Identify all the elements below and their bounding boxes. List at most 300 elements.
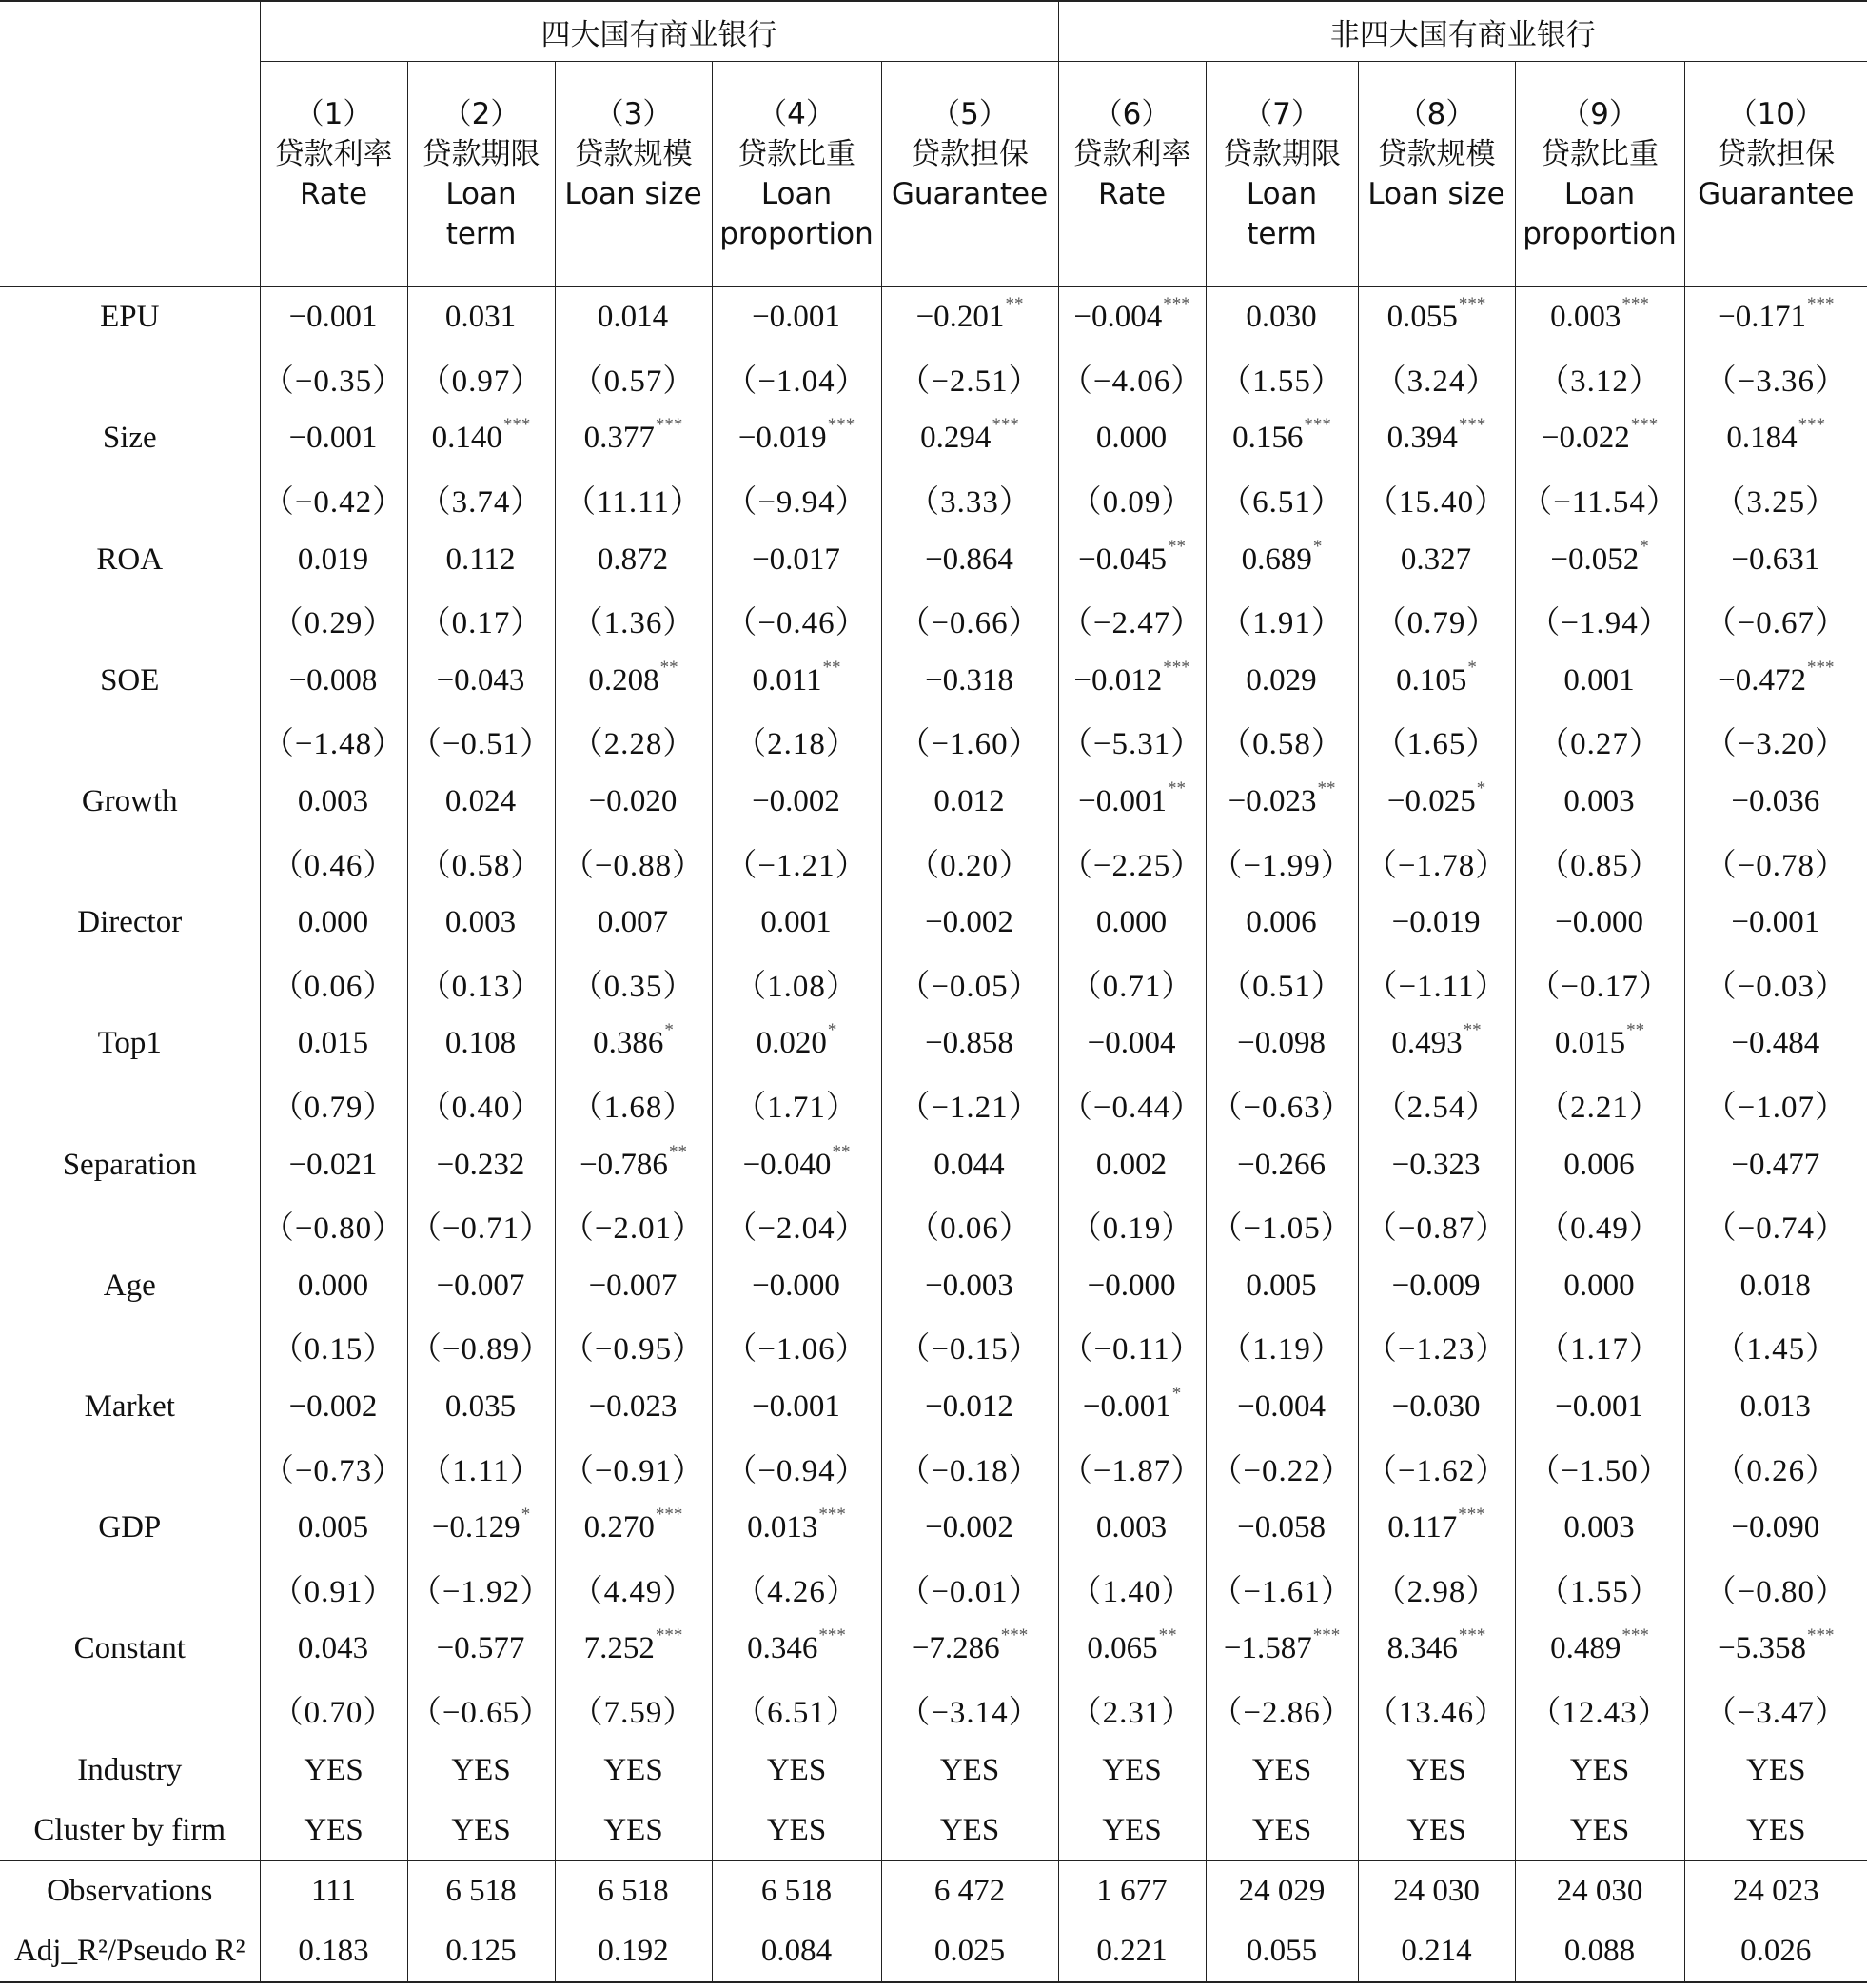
t-stat-cell: （0.20）: [881, 832, 1058, 893]
coef-value: 0.002: [1095, 1147, 1168, 1182]
coef-cell: [555, 287, 712, 348]
coef-value: 0.140: [431, 421, 502, 456]
coef-cell: [712, 408, 881, 469]
column-header-6: [1058, 62, 1206, 287]
significance-stars: *: [1171, 1383, 1182, 1404]
t-stat-row-size: [0, 469, 1867, 530]
column-title-en: Rate: [299, 177, 368, 211]
row-label-blank: [0, 1316, 260, 1377]
t-stat-cell: （0.09）: [1058, 469, 1206, 530]
coef-value: 0.029: [1246, 662, 1317, 698]
coef-cell: [881, 1256, 1058, 1317]
coef-cell: [555, 408, 712, 469]
coef-value: −0.001: [1082, 1388, 1171, 1424]
t-stat-cell: （−0.44）: [1058, 1074, 1206, 1135]
significance-stars: **: [832, 1141, 851, 1162]
column-title-en-line2: [1685, 214, 1867, 254]
coef-cell: [1206, 408, 1358, 469]
column-title-en-line2: proportion: [1523, 217, 1677, 251]
coef-cell: [712, 772, 881, 833]
coef-cell: [407, 651, 555, 712]
coef-cell: [712, 287, 881, 348]
column-number: （4）: [757, 97, 835, 131]
t-stat-cell: （−1.87）: [1058, 1437, 1206, 1498]
coef-value: −0.025: [1386, 784, 1476, 819]
t-stat-cell: （−0.74）: [1684, 1195, 1867, 1256]
coef-cell: [1058, 651, 1206, 712]
column-title-en-line2: [1359, 214, 1515, 254]
coef-cell: [712, 1014, 881, 1074]
coef-value: −0.171: [1718, 300, 1806, 335]
column-title-en: Guarantee: [891, 177, 1049, 211]
coef-value: −0.019: [1391, 905, 1481, 940]
column-number: （8）: [1397, 97, 1476, 131]
t-stat-cell: （1.55）: [1515, 1558, 1684, 1619]
t-stat-cell: （−0.03）: [1684, 954, 1867, 1014]
stat-cell: 111: [260, 1861, 407, 1922]
coef-value: −0.786: [580, 1147, 668, 1182]
t-stat-cell: （6.51）: [1206, 469, 1358, 530]
column-title-en: Loan size: [1367, 177, 1505, 211]
coef-cell: [1206, 1014, 1358, 1074]
coef-value: −0.043: [436, 662, 525, 698]
column-title-zh: 贷款利率: [274, 137, 393, 171]
t-stat-cell: （1.19）: [1206, 1316, 1358, 1377]
coef-cell: [1058, 1256, 1206, 1317]
stat-cell: 0.125: [407, 1921, 555, 1982]
coef-value: 0.108: [444, 1026, 517, 1061]
column-header-5: [881, 62, 1058, 287]
coef-value: −0.002: [925, 905, 1013, 940]
t-stat-cell: （13.46）: [1358, 1680, 1515, 1741]
t-stat-cell: （−1.11）: [1358, 954, 1515, 1014]
coef-cell: [1206, 1619, 1358, 1680]
significance-stars: ***: [1621, 1625, 1649, 1646]
row-label-blank: [0, 1558, 260, 1619]
row-label: Constant: [73, 1631, 186, 1666]
column-title-en: Guarantee: [1698, 177, 1855, 211]
coef-cell: [407, 1498, 555, 1559]
t-stat-row-growth: [0, 832, 1867, 893]
significance-stars: ***: [655, 1505, 683, 1525]
stat-cell: 24 023: [1684, 1861, 1867, 1922]
row-label: Adj_R²/Pseudo R²: [0, 1921, 260, 1982]
t-stat-cell: （−0.15）: [881, 1316, 1058, 1377]
significance-stars: **: [1167, 778, 1186, 799]
t-stat-cell: （−0.42）: [260, 469, 407, 530]
coef-cell: [1515, 1498, 1684, 1559]
coef-cell: [1206, 287, 1358, 348]
fixed-effect-cell: YES: [407, 1801, 555, 1861]
significance-stars: **: [1317, 778, 1336, 799]
coef-cell: [712, 1256, 881, 1317]
coef-value: 0.327: [1400, 541, 1472, 577]
t-stat-cell: （0.13）: [407, 954, 555, 1014]
coef-row-constant: [0, 1619, 1867, 1680]
coef-cell: [1358, 287, 1515, 348]
coef-value: 0.112: [445, 541, 516, 577]
coef-cell: [407, 772, 555, 833]
fixed-effect-cell: YES: [881, 1740, 1058, 1801]
significance-stars: ***: [1458, 294, 1486, 315]
coef-value: 0.006: [1246, 905, 1317, 940]
significance-stars: ***: [1304, 415, 1331, 436]
significance-stars: *: [1640, 536, 1649, 557]
t-stat-cell: （−3.20）: [1684, 711, 1867, 772]
t-stat-cell: （−1.94）: [1515, 590, 1684, 651]
t-stat-cell: （−9.94）: [712, 469, 881, 530]
column-number: （1）: [294, 97, 373, 131]
fixed-effect-cell: YES: [407, 1740, 555, 1801]
t-stat-cell: （0.29）: [260, 590, 407, 651]
coef-value: −0.000: [752, 1268, 840, 1303]
coef-cell: [1684, 1256, 1867, 1317]
coef-cell: [881, 651, 1058, 712]
coef-value: 0.105: [1396, 662, 1467, 698]
coef-cell: [1358, 1377, 1515, 1438]
coef-cell: [712, 1619, 881, 1680]
stat-cell: 0.088: [1515, 1921, 1684, 1982]
significance-stars: **: [1158, 1625, 1177, 1646]
coef-value: 0.394: [1386, 421, 1458, 456]
t-stat-cell: （−0.35）: [260, 348, 407, 409]
coef-cell: [1058, 529, 1206, 590]
coef-value: 0.003: [297, 784, 369, 819]
coef-value: −1.587: [1223, 1631, 1312, 1666]
coef-value: −0.129: [431, 1510, 521, 1545]
t-stat-cell: （2.28）: [555, 711, 712, 772]
coef-cell: [1684, 893, 1867, 954]
coef-value: −0.001: [752, 1388, 840, 1424]
row-label: GDP: [98, 1510, 162, 1545]
coef-cell: [712, 1134, 881, 1195]
coef-value: 0.000: [297, 1268, 369, 1303]
coef-cell: [1684, 1134, 1867, 1195]
column-header-2: [407, 62, 555, 287]
coef-cell: [1358, 1498, 1515, 1559]
significance-stars: ***: [1458, 415, 1486, 436]
column-title-zh: 贷款担保: [911, 137, 1029, 171]
coef-value: 0.493: [1391, 1026, 1463, 1061]
t-stat-cell: （−1.78）: [1358, 832, 1515, 893]
t-stat-cell: （−0.91）: [555, 1437, 712, 1498]
coef-cell: [881, 772, 1058, 833]
coef-value: 0.013: [1739, 1388, 1811, 1424]
coef-cell: [1058, 1014, 1206, 1074]
fixed-effect-cell: YES: [1058, 1740, 1206, 1801]
coef-cell: [1684, 408, 1867, 469]
stat-cell: 0.055: [1206, 1921, 1358, 1982]
coef-cell: [555, 893, 712, 954]
coef-value: 0.012: [934, 784, 1005, 819]
coef-value: 0.018: [1739, 1268, 1811, 1303]
significance-stars: ***: [1621, 294, 1649, 315]
significance-stars: ***: [502, 415, 531, 436]
fixed-effect-cell: YES: [1515, 1740, 1684, 1801]
t-stat-cell: （−2.86）: [1206, 1680, 1358, 1741]
coef-value: −0.001: [752, 300, 840, 335]
coef-value: 0.377: [583, 421, 655, 456]
coef-cell: [1358, 408, 1515, 469]
t-stat-row-separation: [0, 1195, 1867, 1256]
column-title-en-line2: [261, 214, 407, 254]
coef-value: 0.184: [1726, 421, 1798, 456]
coef-value: −0.004: [1073, 300, 1163, 335]
column-title-en-line2: term: [445, 217, 517, 251]
t-stat-cell: （1.45）: [1684, 1316, 1867, 1377]
stat-cell: 24 029: [1206, 1861, 1358, 1922]
coef-value: 0.001: [760, 905, 832, 940]
coef-cell: [881, 1619, 1058, 1680]
t-stat-cell: （0.91）: [260, 1558, 407, 1619]
coef-value: −0.001: [1078, 784, 1167, 819]
row-label-blank: [0, 711, 260, 772]
coef-cell: [1206, 893, 1358, 954]
t-stat-cell: （−0.71）: [407, 1195, 555, 1256]
coef-cell: [1206, 529, 1358, 590]
coef-cell: [1358, 1014, 1515, 1074]
coef-cell: [260, 1498, 407, 1559]
t-stat-cell: （−0.01）: [881, 1558, 1058, 1619]
column-title-en: Rate: [1097, 177, 1167, 211]
coef-cell: [260, 893, 407, 954]
coef-cell: [712, 651, 881, 712]
coef-cell: [555, 1134, 712, 1195]
significance-stars: ***: [1163, 294, 1190, 315]
coef-value: 7.252: [583, 1631, 655, 1666]
column-title-zh: 贷款担保: [1717, 137, 1836, 171]
coef-value: 0.011: [752, 662, 822, 698]
row-label: Industry: [77, 1752, 183, 1787]
t-stat-cell: （0.57）: [555, 348, 712, 409]
coef-value: −0.002: [752, 784, 840, 819]
coef-value: −0.008: [288, 662, 378, 698]
coef-value: −0.019: [737, 421, 827, 456]
coef-cell: [555, 1498, 712, 1559]
t-stat-cell: （−0.80）: [1684, 1558, 1867, 1619]
t-stat-cell: （1.11）: [407, 1437, 555, 1498]
coef-value: −0.058: [1237, 1510, 1326, 1545]
coef-cell: [1515, 772, 1684, 833]
t-stat-cell: （2.54）: [1358, 1074, 1515, 1135]
t-stat-cell: （0.40）: [407, 1074, 555, 1135]
coef-cell: [1058, 772, 1206, 833]
t-stat-cell: （1.17）: [1515, 1316, 1684, 1377]
fixed-effect-cell: YES: [1058, 1801, 1206, 1861]
column-title-zh: 贷款期限: [1223, 137, 1342, 171]
column-header-9: [1515, 62, 1684, 287]
t-stat-cell: （−2.01）: [555, 1195, 712, 1256]
coef-cell: [712, 529, 881, 590]
coef-value: 0.872: [597, 541, 669, 577]
significance-stars: ***: [1630, 415, 1659, 436]
t-stat-cell: （0.06）: [260, 954, 407, 1014]
column-title-en-line2: [882, 214, 1058, 254]
row-label: ROA: [96, 541, 164, 577]
fixed-effect-row: [0, 1801, 1867, 1861]
significance-stars: ***: [1312, 1625, 1341, 1646]
t-stat-cell: （0.17）: [407, 590, 555, 651]
row-label: Separation: [62, 1147, 197, 1182]
coef-cell: [1358, 1619, 1515, 1680]
t-stat-cell: （3.33）: [881, 469, 1058, 530]
coef-cell: [1515, 1014, 1684, 1074]
coef-value: 0.689: [1241, 541, 1312, 577]
stat-cell: 0.214: [1358, 1921, 1515, 1982]
coef-cell: [1058, 408, 1206, 469]
column-header-row: [0, 62, 1867, 287]
fixed-effect-cell: YES: [1684, 1740, 1867, 1801]
coef-cell: [1206, 1256, 1358, 1317]
t-stat-cell: （2.31）: [1058, 1680, 1206, 1741]
coef-value: −0.266: [1237, 1147, 1326, 1182]
t-stat-cell: （−1.60）: [881, 711, 1058, 772]
coef-cell: [1515, 408, 1684, 469]
t-stat-row-top1: [0, 1074, 1867, 1135]
column-title-zh: 贷款规模: [574, 137, 693, 171]
coef-value: 0.000: [297, 905, 369, 940]
coef-value: 0.294: [920, 421, 992, 456]
column-title-en: Loan: [1563, 177, 1636, 211]
row-label-blank: [0, 1437, 260, 1498]
significance-stars: *: [827, 1020, 837, 1041]
row-label-blank: [0, 1680, 260, 1741]
coef-value: −0.318: [925, 662, 1013, 698]
coef-cell: [1358, 1134, 1515, 1195]
t-stat-cell: （−0.95）: [555, 1316, 712, 1377]
coef-cell: [407, 1377, 555, 1438]
coef-row-soe: [0, 651, 1867, 712]
coef-value: −0.001: [1555, 1388, 1643, 1424]
row-label: Cluster by firm: [0, 1801, 260, 1861]
t-stat-cell: （−0.63）: [1206, 1074, 1358, 1135]
coef-value: −0.007: [436, 1268, 525, 1303]
column-title-zh: 贷款期限: [422, 137, 540, 171]
t-stat-cell: （3.25）: [1684, 469, 1867, 530]
coef-cell: [407, 1256, 555, 1317]
t-stat-cell: （−0.22）: [1206, 1437, 1358, 1498]
coef-value: 0.003: [1095, 1510, 1168, 1545]
column-title-en: Loan size: [564, 177, 702, 211]
coef-value: −0.864: [925, 541, 1013, 577]
t-stat-cell: （4.49）: [555, 1558, 712, 1619]
coef-cell: [1358, 772, 1515, 833]
coef-value: 0.003: [1563, 1510, 1635, 1545]
coef-value: 0.005: [1246, 1268, 1317, 1303]
t-stat-cell: （3.74）: [407, 469, 555, 530]
significance-stars: **: [1167, 536, 1186, 557]
row-label: Market: [84, 1388, 175, 1424]
coef-cell: [555, 529, 712, 590]
stat-cell: 24 030: [1358, 1861, 1515, 1922]
coef-cell: [1358, 893, 1515, 954]
t-stat-cell: （−0.11）: [1058, 1316, 1206, 1377]
coef-value: −0.002: [925, 1510, 1013, 1545]
t-stat-cell: （−4.06）: [1058, 348, 1206, 409]
coef-value: −0.472: [1718, 662, 1806, 698]
t-stat-row-epu: [0, 348, 1867, 409]
row-label-blank: [0, 1195, 260, 1256]
coef-cell: [1515, 1619, 1684, 1680]
t-stat-cell: （1.71）: [712, 1074, 881, 1135]
coef-row-market: [0, 1377, 1867, 1438]
table-header: [0, 1, 1867, 287]
t-stat-cell: （0.15）: [260, 1316, 407, 1377]
significance-stars: **: [668, 1141, 687, 1162]
t-stat-cell: （0.79）: [1358, 590, 1515, 651]
coef-value: −0.023: [1228, 784, 1317, 819]
t-stat-cell: （4.26）: [712, 1558, 881, 1619]
significance-stars: ***: [1798, 415, 1826, 436]
row-label: Growth: [81, 784, 178, 819]
coef-row-gdp: [0, 1498, 1867, 1559]
coef-value: 0.065: [1087, 1631, 1158, 1666]
coef-row-growth: [0, 772, 1867, 833]
coef-cell: [1515, 1256, 1684, 1317]
t-stat-cell: （−1.62）: [1358, 1437, 1515, 1498]
fixed-effect-cell: YES: [1358, 1801, 1515, 1861]
coef-value: −5.358: [1718, 1631, 1806, 1666]
column-title-en: Loan: [760, 177, 833, 211]
t-stat-cell: （3.12）: [1515, 348, 1684, 409]
coef-cell: [555, 1619, 712, 1680]
coef-value: −0.052: [1550, 541, 1640, 577]
t-stat-cell: （−0.17）: [1515, 954, 1684, 1014]
coef-row-director: [0, 893, 1867, 954]
significance-stars: ***: [1806, 294, 1835, 315]
stat-cell: 6 518: [407, 1861, 555, 1922]
t-stat-cell: （−1.07）: [1684, 1074, 1867, 1135]
coef-row-epu: [0, 287, 1867, 348]
coef-value: −0.000: [1555, 905, 1643, 940]
coef-cell: [555, 772, 712, 833]
t-stat-cell: （−5.31）: [1058, 711, 1206, 772]
coef-value: −0.631: [1731, 541, 1820, 577]
coef-cell: [712, 893, 881, 954]
t-stat-cell: （15.40）: [1358, 469, 1515, 530]
corner-cell: [0, 1, 260, 287]
t-stat-cell: （0.06）: [881, 1195, 1058, 1256]
row-label: Age: [103, 1268, 156, 1303]
coef-cell: [260, 1134, 407, 1195]
coef-cell: [1684, 529, 1867, 590]
coef-cell: [1058, 893, 1206, 954]
coef-cell: [1058, 1619, 1206, 1680]
coef-cell: [260, 529, 407, 590]
t-stat-row-roa: [0, 590, 1867, 651]
t-stat-cell: （3.24）: [1358, 348, 1515, 409]
coef-cell: [1684, 651, 1867, 712]
coef-value: 0.001: [1563, 662, 1635, 698]
t-stat-cell: （6.51）: [712, 1680, 881, 1741]
coef-value: 0.013: [747, 1510, 818, 1545]
row-label: EPU: [100, 300, 160, 335]
significance-stars: ***: [1000, 1625, 1029, 1646]
t-stat-cell: （−0.67）: [1684, 590, 1867, 651]
coef-cell: [1358, 651, 1515, 712]
coef-value: −0.003: [925, 1268, 1013, 1303]
column-header-7: [1206, 62, 1358, 287]
coef-cell: [881, 1134, 1058, 1195]
coef-value: −0.001: [288, 421, 378, 456]
column-number: （5）: [931, 97, 1009, 131]
t-stat-cell: （1.36）: [555, 590, 712, 651]
coef-value: 0.044: [934, 1147, 1005, 1182]
coef-cell: [1515, 893, 1684, 954]
significance-stars: ***: [818, 1625, 846, 1646]
coef-value: 0.043: [297, 1631, 369, 1666]
stat-cell: 0.025: [881, 1921, 1058, 1982]
